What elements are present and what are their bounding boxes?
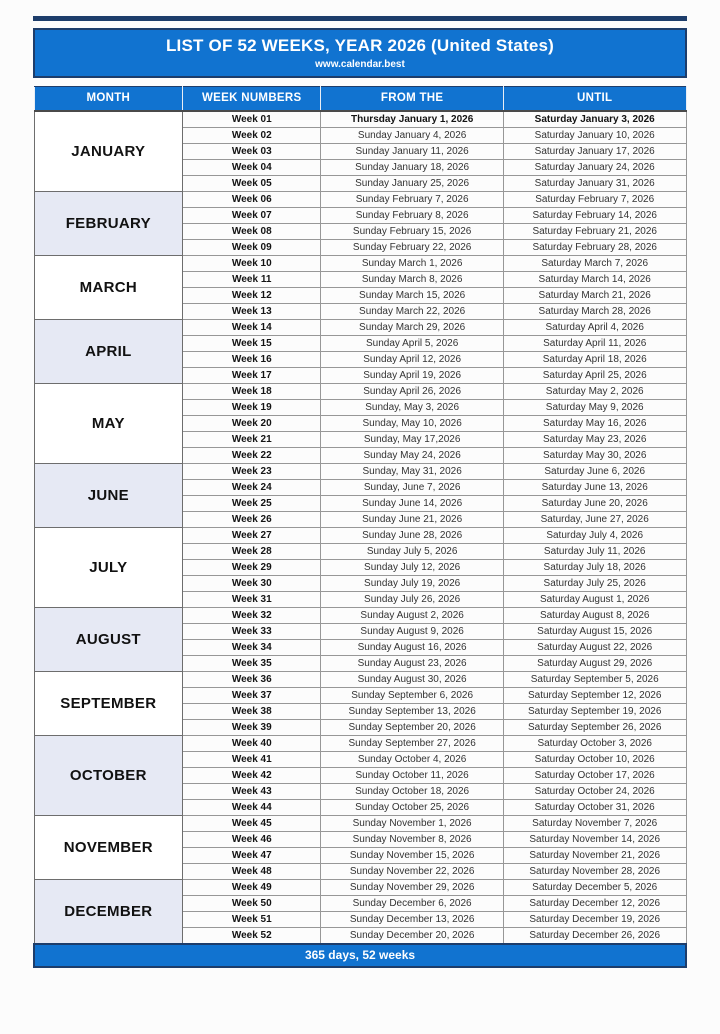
until-date-cell: Saturday May 16, 2026 <box>503 415 686 431</box>
until-date-cell: Saturday July 4, 2026 <box>503 527 686 543</box>
from-date-cell: Sunday January 18, 2026 <box>321 159 504 175</box>
from-date-cell: Sunday October 18, 2026 <box>321 783 504 799</box>
until-date-cell: Saturday March 7, 2026 <box>503 255 686 271</box>
week-row <box>34 527 686 543</box>
from-date-cell: Sunday July 19, 2026 <box>321 575 504 591</box>
until-date-cell: Saturday May 9, 2026 <box>503 399 686 415</box>
until-date-cell: Saturday April 25, 2026 <box>503 367 686 383</box>
from-date-cell: Sunday June 28, 2026 <box>321 527 504 543</box>
from-date-cell: Sunday April 26, 2026 <box>321 383 504 399</box>
until-date-cell: Saturday August 1, 2026 <box>503 591 686 607</box>
week-number-cell: Week 15 <box>183 335 321 351</box>
week-number-cell: Week 33 <box>183 623 321 639</box>
week-number-cell: Week 17 <box>183 367 321 383</box>
week-number-cell: Week 20 <box>183 415 321 431</box>
week-number-cell: Week 19 <box>183 399 321 415</box>
from-date-cell: Sunday, May 10, 2026 <box>321 415 504 431</box>
until-date-cell: Saturday May 30, 2026 <box>503 447 686 463</box>
until-date-cell: Saturday July 18, 2026 <box>503 559 686 575</box>
until-date-cell: Saturday August 29, 2026 <box>503 655 686 671</box>
until-date-cell: Saturday July 11, 2026 <box>503 543 686 559</box>
from-date-cell: Sunday, May 17,2026 <box>321 431 504 447</box>
column-header-from-the: FROM THE <box>321 87 504 111</box>
week-number-cell: Week 45 <box>183 815 321 831</box>
from-date-cell: Sunday, May 31, 2026 <box>321 463 504 479</box>
month-cell: NOVEMBER <box>34 815 183 879</box>
until-date-cell: Saturday February 7, 2026 <box>503 191 686 207</box>
week-number-cell: Week 50 <box>183 895 321 911</box>
from-date-cell: Sunday June 21, 2026 <box>321 511 504 527</box>
week-row <box>34 671 686 687</box>
week-number-cell: Week 52 <box>183 927 321 944</box>
week-number-cell: Week 47 <box>183 847 321 863</box>
weeks-table <box>33 86 687 968</box>
week-number-cell: Week 25 <box>183 495 321 511</box>
week-number-cell: Week 11 <box>183 271 321 287</box>
from-date-cell: Sunday February 22, 2026 <box>321 239 504 255</box>
from-date-cell: Sunday March 15, 2026 <box>321 287 504 303</box>
until-date-cell: Saturday May 2, 2026 <box>503 383 686 399</box>
column-header-until: UNTIL <box>503 87 686 111</box>
month-cell: JUNE <box>34 463 183 527</box>
from-date-cell: Sunday September 13, 2026 <box>321 703 504 719</box>
week-number-cell: Week 28 <box>183 543 321 559</box>
until-date-cell: Saturday March 14, 2026 <box>503 271 686 287</box>
week-row <box>34 191 686 207</box>
from-date-cell: Sunday July 26, 2026 <box>321 591 504 607</box>
week-number-cell: Week 21 <box>183 431 321 447</box>
month-cell: AUGUST <box>34 607 183 671</box>
week-number-cell: Week 46 <box>183 831 321 847</box>
until-date-cell: Saturday June 13, 2026 <box>503 479 686 495</box>
from-date-cell: Sunday April 12, 2026 <box>321 351 504 367</box>
from-date-cell: Sunday October 4, 2026 <box>321 751 504 767</box>
week-number-cell: Week 49 <box>183 879 321 895</box>
website-url: www.calendar.best <box>315 59 405 70</box>
from-date-cell: Sunday September 20, 2026 <box>321 719 504 735</box>
from-date-cell: Sunday August 16, 2026 <box>321 639 504 655</box>
from-date-cell: Thursday January 1, 2026 <box>321 111 504 128</box>
until-date-cell: Saturday December 5, 2026 <box>503 879 686 895</box>
week-row <box>34 319 686 335</box>
week-number-cell: Week 43 <box>183 783 321 799</box>
until-date-cell: Saturday May 23, 2026 <box>503 431 686 447</box>
week-number-cell: Week 34 <box>183 639 321 655</box>
week-number-cell: Week 36 <box>183 671 321 687</box>
week-row <box>34 879 686 895</box>
until-date-cell: Saturday January 31, 2026 <box>503 175 686 191</box>
until-date-cell: Saturday August 22, 2026 <box>503 639 686 655</box>
until-date-cell: Saturday January 3, 2026 <box>503 111 686 128</box>
month-cell: JULY <box>34 527 183 607</box>
week-number-cell: Week 22 <box>183 447 321 463</box>
until-date-cell: Saturday September 5, 2026 <box>503 671 686 687</box>
week-row <box>34 735 686 751</box>
from-date-cell: Sunday June 14, 2026 <box>321 495 504 511</box>
from-date-cell: Sunday November 1, 2026 <box>321 815 504 831</box>
week-row <box>34 255 686 271</box>
week-number-cell: Week 38 <box>183 703 321 719</box>
table-footer-row <box>34 944 686 967</box>
week-number-cell: Week 27 <box>183 527 321 543</box>
from-date-cell: Sunday April 5, 2026 <box>321 335 504 351</box>
from-date-cell: Sunday August 23, 2026 <box>321 655 504 671</box>
until-date-cell: Saturday, June 27, 2026 <box>503 511 686 527</box>
from-date-cell: Sunday January 11, 2026 <box>321 143 504 159</box>
from-date-cell: Sunday November 8, 2026 <box>321 831 504 847</box>
column-header-week-numbers: WEEK NUMBERS <box>183 87 321 111</box>
until-date-cell: Saturday January 24, 2026 <box>503 159 686 175</box>
until-date-cell: Saturday July 25, 2026 <box>503 575 686 591</box>
from-date-cell: Sunday February 15, 2026 <box>321 223 504 239</box>
week-number-cell: Week 48 <box>183 863 321 879</box>
month-cell: FEBRUARY <box>34 191 183 255</box>
page-title: LIST OF 52 WEEKS, YEAR 2026 (United States) <box>165 36 555 55</box>
month-cell: JANUARY <box>34 111 183 192</box>
until-date-cell: Saturday April 11, 2026 <box>503 335 686 351</box>
from-date-cell: Sunday July 12, 2026 <box>321 559 504 575</box>
until-date-cell: Saturday August 8, 2026 <box>503 607 686 623</box>
from-date-cell: Sunday January 25, 2026 <box>321 175 504 191</box>
from-date-cell: Sunday August 9, 2026 <box>321 623 504 639</box>
until-date-cell: Saturday June 20, 2026 <box>503 495 686 511</box>
week-number-cell: Week 39 <box>183 719 321 735</box>
weeks-table-wrapper <box>33 86 687 968</box>
month-cell: SEPTEMBER <box>34 671 183 735</box>
top-divider-strip <box>33 16 687 21</box>
week-number-cell: Week 06 <box>183 191 321 207</box>
until-date-cell: Saturday January 17, 2026 <box>503 143 686 159</box>
from-date-cell: Sunday March 29, 2026 <box>321 319 504 335</box>
from-date-cell: Sunday October 25, 2026 <box>321 799 504 815</box>
week-number-cell: Week 23 <box>183 463 321 479</box>
until-date-cell: Saturday October 31, 2026 <box>503 799 686 815</box>
week-number-cell: Week 51 <box>183 911 321 927</box>
from-date-cell: Sunday December 20, 2026 <box>321 927 504 944</box>
week-number-cell: Week 24 <box>183 479 321 495</box>
until-date-cell: Saturday November 14, 2026 <box>503 831 686 847</box>
from-date-cell: Sunday December 13, 2026 <box>321 911 504 927</box>
summary-footer: 365 days, 52 weeks <box>34 944 686 967</box>
from-date-cell: Sunday February 7, 2026 <box>321 191 504 207</box>
week-number-cell: Week 41 <box>183 751 321 767</box>
page <box>0 16 720 1034</box>
week-number-cell: Week 09 <box>183 239 321 255</box>
week-number-cell: Week 14 <box>183 319 321 335</box>
until-date-cell: Saturday September 12, 2026 <box>503 687 686 703</box>
week-number-cell: Week 35 <box>183 655 321 671</box>
month-cell: DECEMBER <box>34 879 183 944</box>
until-date-cell: Saturday April 18, 2026 <box>503 351 686 367</box>
week-number-cell: Week 07 <box>183 207 321 223</box>
month-cell: OCTOBER <box>34 735 183 815</box>
week-number-cell: Week 44 <box>183 799 321 815</box>
week-row <box>34 815 686 831</box>
week-number-cell: Week 32 <box>183 607 321 623</box>
until-date-cell: Saturday June 6, 2026 <box>503 463 686 479</box>
until-date-cell: Saturday November 21, 2026 <box>503 847 686 863</box>
week-number-cell: Week 04 <box>183 159 321 175</box>
week-number-cell: Week 10 <box>183 255 321 271</box>
from-date-cell: Sunday November 29, 2026 <box>321 879 504 895</box>
from-date-cell: Sunday September 6, 2026 <box>321 687 504 703</box>
from-date-cell: Sunday May 24, 2026 <box>321 447 504 463</box>
until-date-cell: Saturday September 19, 2026 <box>503 703 686 719</box>
month-cell: MAY <box>34 383 183 463</box>
from-date-cell: Sunday, June 7, 2026 <box>321 479 504 495</box>
until-date-cell: Saturday March 21, 2026 <box>503 287 686 303</box>
until-date-cell: Saturday February 14, 2026 <box>503 207 686 223</box>
week-number-cell: Week 37 <box>183 687 321 703</box>
from-date-cell: Sunday January 4, 2026 <box>321 127 504 143</box>
week-row <box>34 463 686 479</box>
table-header <box>34 87 686 111</box>
week-number-cell: Week 30 <box>183 575 321 591</box>
week-number-cell: Week 12 <box>183 287 321 303</box>
until-date-cell: Saturday December 19, 2026 <box>503 911 686 927</box>
until-date-cell: Saturday October 17, 2026 <box>503 767 686 783</box>
from-date-cell: Sunday September 27, 2026 <box>321 735 504 751</box>
until-date-cell: Saturday February 21, 2026 <box>503 223 686 239</box>
week-number-cell: Week 42 <box>183 767 321 783</box>
from-date-cell: Sunday March 22, 2026 <box>321 303 504 319</box>
until-date-cell: Saturday November 7, 2026 <box>503 815 686 831</box>
week-row <box>34 607 686 623</box>
week-number-cell: Week 18 <box>183 383 321 399</box>
from-date-cell: Sunday October 11, 2026 <box>321 767 504 783</box>
from-date-cell: Sunday December 6, 2026 <box>321 895 504 911</box>
month-cell: MARCH <box>34 255 183 319</box>
from-date-cell: Sunday March 1, 2026 <box>321 255 504 271</box>
until-date-cell: Saturday August 15, 2026 <box>503 623 686 639</box>
from-date-cell: Sunday November 15, 2026 <box>321 847 504 863</box>
until-date-cell: Saturday December 26, 2026 <box>503 927 686 944</box>
week-number-cell: Week 05 <box>183 175 321 191</box>
week-number-cell: Week 26 <box>183 511 321 527</box>
week-number-cell: Week 08 <box>183 223 321 239</box>
month-cell: APRIL <box>34 319 183 383</box>
weeks-tbody <box>34 111 686 944</box>
from-date-cell: Sunday March 8, 2026 <box>321 271 504 287</box>
week-number-cell: Week 03 <box>183 143 321 159</box>
title-banner <box>33 28 687 78</box>
until-date-cell: Saturday January 10, 2026 <box>503 127 686 143</box>
until-date-cell: Saturday December 12, 2026 <box>503 895 686 911</box>
until-date-cell: Saturday March 28, 2026 <box>503 303 686 319</box>
until-date-cell: Saturday October 3, 2026 <box>503 735 686 751</box>
column-header-month: MONTH <box>34 87 183 111</box>
week-row <box>34 383 686 399</box>
from-date-cell: Sunday August 2, 2026 <box>321 607 504 623</box>
until-date-cell: Saturday April 4, 2026 <box>503 319 686 335</box>
week-number-cell: Week 29 <box>183 559 321 575</box>
week-number-cell: Week 31 <box>183 591 321 607</box>
from-date-cell: Sunday April 19, 2026 <box>321 367 504 383</box>
week-number-cell: Week 13 <box>183 303 321 319</box>
until-date-cell: Saturday February 28, 2026 <box>503 239 686 255</box>
from-date-cell: Sunday July 5, 2026 <box>321 543 504 559</box>
until-date-cell: Saturday October 24, 2026 <box>503 783 686 799</box>
until-date-cell: Saturday September 26, 2026 <box>503 719 686 735</box>
from-date-cell: Sunday, May 3, 2026 <box>321 399 504 415</box>
week-number-cell: Week 01 <box>183 111 321 128</box>
from-date-cell: Sunday November 22, 2026 <box>321 863 504 879</box>
week-number-cell: Week 40 <box>183 735 321 751</box>
from-date-cell: Sunday August 30, 2026 <box>321 671 504 687</box>
week-row <box>34 111 686 128</box>
until-date-cell: Saturday November 28, 2026 <box>503 863 686 879</box>
until-date-cell: Saturday October 10, 2026 <box>503 751 686 767</box>
from-date-cell: Sunday February 8, 2026 <box>321 207 504 223</box>
week-number-cell: Week 02 <box>183 127 321 143</box>
week-number-cell: Week 16 <box>183 351 321 367</box>
